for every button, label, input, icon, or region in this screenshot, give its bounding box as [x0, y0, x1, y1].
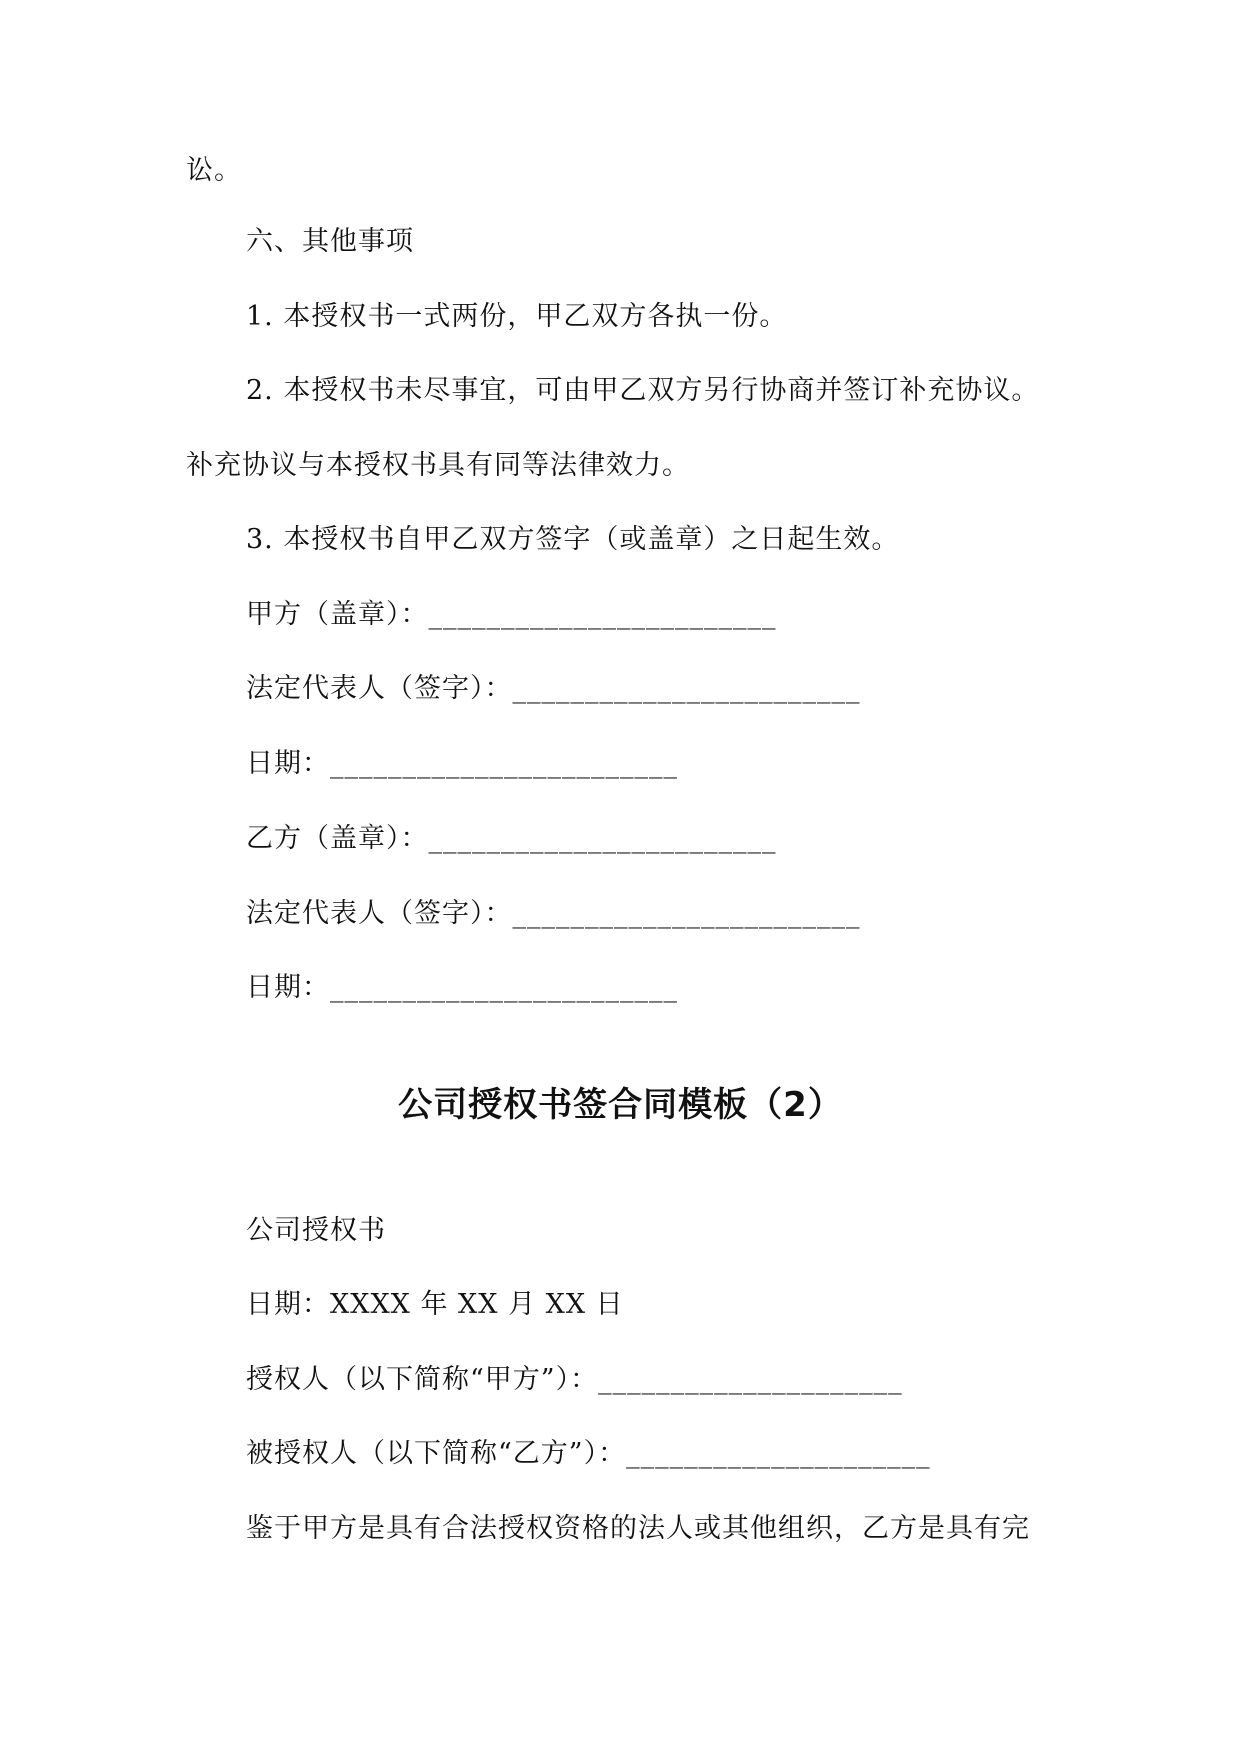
clause-item-2-line-1: 2. 本授权书未尽事宜，可由甲乙双方另行协商并签订补充协议。 [246, 375, 1040, 406]
party-b-date-line: 日期：________________________ [246, 972, 678, 1003]
clause-item-2-line-2: 补充协议与本授权书具有同等法律效力。 [186, 450, 690, 481]
party-b-seal-line: 乙方（盖章）：________________________ [246, 823, 777, 854]
clause-item-3: 3. 本授权书自甲乙双方签字（或盖章）之日起生效。 [246, 524, 900, 555]
grantee-line: 被授权人（以下简称“乙方”）：_____________________ [246, 1438, 931, 1469]
document-name: 公司授权书 [246, 1215, 386, 1246]
party-a-date-line: 日期：________________________ [246, 748, 678, 779]
paragraph-tail: 讼。 [186, 155, 242, 186]
grantor-line: 授权人（以下简称“甲方”）：_____________________ [246, 1364, 903, 1395]
party-a-representative-line: 法定代表人（签字）：________________________ [246, 673, 861, 704]
document-title: 公司授权书签合同模板（2） [398, 1085, 843, 1125]
whereas-paragraph: 鉴于甲方是具有合法授权资格的法人或其他组织，乙方是具有完 [246, 1513, 1030, 1544]
date-line: 日期：XXXX 年 XX 月 XX 日 [246, 1289, 624, 1320]
section-heading-other-matters: 六、其他事项 [246, 226, 414, 257]
party-b-representative-line: 法定代表人（签字）：________________________ [246, 898, 861, 929]
party-a-seal-line: 甲方（盖章）：________________________ [246, 599, 777, 630]
clause-item-1: 1. 本授权书一式两份，甲乙双方各执一份。 [246, 301, 788, 332]
